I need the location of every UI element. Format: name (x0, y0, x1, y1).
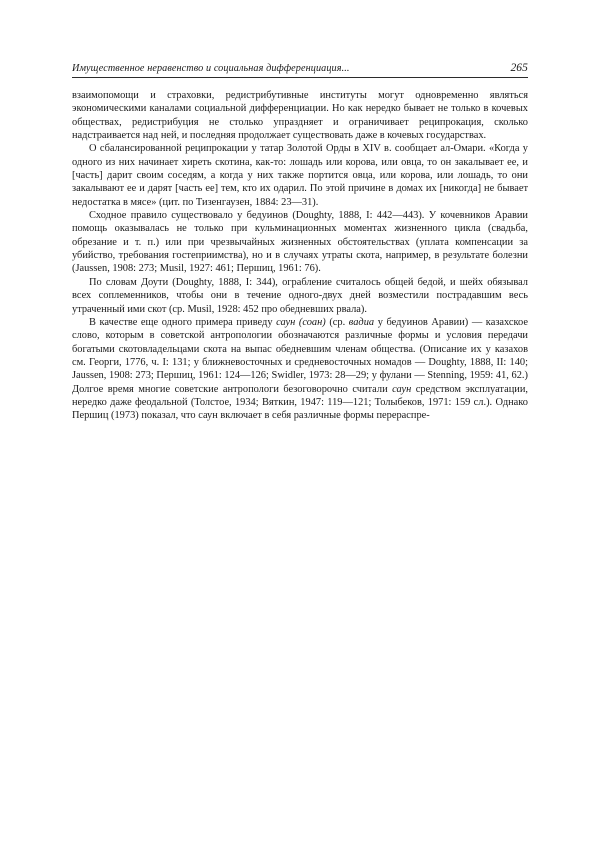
paragraph-4: По словам Доути (Doughty, 1888, I: 344), ограбление считалось общей бедой, и шейх обязывал всех соплеменников, чтобы они в течение одного-двух дней возместили пострадавшим весь утраченный ими скот (ср. Musil, 1928: 452 про обедневших рвала). (72, 276, 528, 315)
page-number: 265 (510, 62, 528, 74)
paragraph-3: Сходное правило существовало у бедуинов (Doughty, 1888, I: 442—443). У кочевников Аравии помощь оказывалась не только при кульминационных моментах жизненного цикла (свадьба, обрезание и т. п.) или при чрезвычайных жизненных обстоятельствах (уплата компенсации за убийство, требования гостеприимства), но и в случаях утраты скота, например, в результате болезни (Jaussen, 1908: 273; Musil, 1927: 461; Першиц, 1961: 76). (72, 210, 528, 275)
paragraph-2: О сбалансированной реципрокации у татар Золотой Орды в XIV в. сообщает ал-Омари. «Когда у одного из них начинает хиреть скотина, как-то: лошадь или корова, или овца, то он закалывает ее, и [часть] дарит своим соседям, а когда у них также портится овца, или корова, или лошадь, то они закалывают ее и дарят [часть ее] тем, кто их одарил. По этой причине в домах их [никогда] не бывает недостатка в мясе» (цит. по Тизенгаузен, 1884: 23—31). (72, 143, 528, 208)
body-text (72, 89, 528, 423)
running-title: Имущественное неравенство и социальная дифференциация... (72, 63, 350, 74)
paragraph-1: взаимопомощи и страховки, редистрибутивные институты могут одновременно являться экономическими каналами социальной дифференциации. Но как нередко бывает не только в кочевых обществах, редистрибуция не столько упраздняет и ограничивает реципрокация, сколько надстраивается над ней, и последняя продолжает существовать даже в кочевых государствах. (72, 90, 528, 142)
page-header (72, 62, 528, 78)
paragraph-5: В качестве еще одного примера приведу саун (соан) (ср. вадиа у бедуинов Аравии) — казахское слово, которым в советской антропологии обозначаются различные формы и условия передачи богатыми скотовладельцами скота на выпас обедневшим членам общества. (Описание их у казахов см. Георги, 1776, ч. I: 131; у ближневосточных и средневосточных номадов — Doughty, 1888, II: 140; Jaussen, 1908: 273; Першиц, 1961: 124—126; Swidler, 1973: 28—29; у фулани — Stenning, 1959: 41, 62.) Долгое время многие советские антропологи безоговорочно считали саун средством эксплуатации, нередко даже феодальной (Толстое, 1934; Вяткин, 1947: 119—121; Толыбеков, 1971: 159 сл.). Однако Першиц (1973) показал, что саун включает в себя различные формы перераспре- (72, 316, 528, 422)
